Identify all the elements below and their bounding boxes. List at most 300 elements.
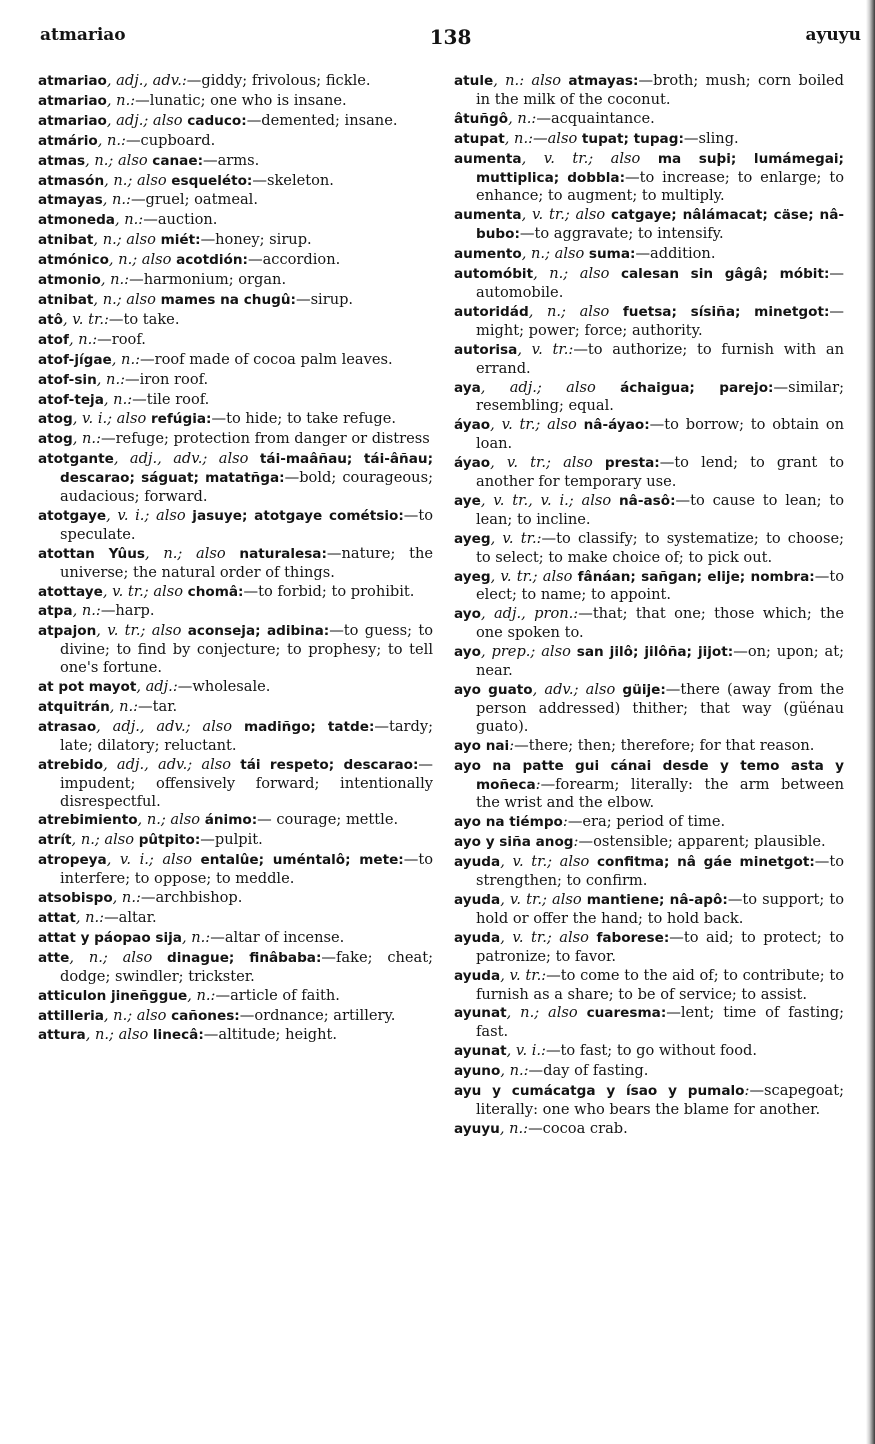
dictionary-entry xyxy=(38,112,433,131)
dictionary-entry xyxy=(454,605,844,642)
entry-headword: ayunat xyxy=(454,1043,507,1060)
entry-part-of-speech: , adj.; also xyxy=(480,378,596,396)
dictionary-entry xyxy=(454,891,844,928)
entry-headword: ayuyu xyxy=(454,1120,500,1137)
entry-part-of-speech: , v. tr.; also xyxy=(490,567,573,585)
entry-synonyms: naturalesa: xyxy=(239,545,327,562)
entry-definition: —scapegoat; literally: one who bears the blame for another. xyxy=(476,1082,844,1118)
dictionary-entry xyxy=(454,265,844,302)
entry-headword: atog xyxy=(38,411,73,428)
dictionary-entry xyxy=(454,1062,844,1081)
dictionary-entry xyxy=(38,545,433,582)
entry-part-of-speech: , prep.; also xyxy=(480,643,571,661)
entry-synonyms: tupat; tupag: xyxy=(581,130,684,147)
entry-part-of-speech: , n.; also xyxy=(69,948,153,966)
entry-headword: atof-teja xyxy=(38,391,104,408)
entry-part-of-speech: , adj.: xyxy=(136,678,178,696)
entry-definition: —article of faith. xyxy=(215,986,340,1004)
entry-part-of-speech: , v. tr.: xyxy=(490,529,542,547)
entry-synonyms: dinague; finâbaba: xyxy=(167,949,322,966)
entry-headword: atof-sin xyxy=(38,371,97,388)
dictionary-entry xyxy=(38,602,433,621)
entry-headword: âtuñgô xyxy=(454,110,509,127)
entry-headword: atog xyxy=(38,431,73,448)
dictionary-entry xyxy=(454,757,844,813)
entry-definition: —skeleton. xyxy=(252,171,334,189)
entry-definition: —acquaintance. xyxy=(536,109,655,127)
entry-headword: atô xyxy=(38,311,64,328)
entry-synonyms: catgaye; nâlámacat; cäse; nâ-bubo: xyxy=(476,207,845,243)
entry-definition: —to fast; to go without food. xyxy=(545,1042,757,1060)
entry-headword: ayuno xyxy=(454,1063,501,1080)
dictionary-entry xyxy=(38,172,433,191)
entry-synonyms: atmayas: xyxy=(568,73,639,89)
dictionary-entry xyxy=(38,92,433,111)
entry-part-of-speech: , n.; also xyxy=(85,1026,149,1044)
entry-part-of-speech: , n.: xyxy=(109,698,139,715)
entry-synonyms: esqueléto: xyxy=(171,172,253,189)
entry-headword: atof xyxy=(38,331,69,348)
entry-definition: —harp. xyxy=(100,602,155,620)
entry-definition: —lunatic; one who is insane. xyxy=(135,91,347,109)
dictionary-entry xyxy=(38,371,433,390)
entry-synonyms: calesan sin gâgâ; móbit: xyxy=(620,266,830,283)
dictionary-entry xyxy=(38,211,433,230)
entry-synonyms: canae: xyxy=(152,152,204,169)
dictionary-entry xyxy=(454,492,844,529)
dictionary-entry xyxy=(38,851,433,888)
entry-definition: —to aggravate; to intensify. xyxy=(519,225,724,243)
entry-synonyms: linecâ: xyxy=(152,1027,204,1044)
entry-headword: atmayas xyxy=(38,192,103,209)
page-edge-shadow xyxy=(866,0,875,1444)
entry-definition: —harmonium; organ. xyxy=(129,271,287,289)
entry-headword: ayu y cumácatga y ísao y pumalo xyxy=(454,1083,745,1100)
dictionary-entry xyxy=(454,929,844,966)
dictionary-entry xyxy=(38,191,433,210)
entry-definition: —accordion. xyxy=(248,251,341,269)
entry-headword: atpajon xyxy=(38,623,97,640)
entry-part-of-speech: , adv.; also xyxy=(532,681,616,698)
entry-headword: aumenta xyxy=(454,207,522,224)
entry-headword: ayunat xyxy=(454,1005,507,1022)
entry-headword: atmário xyxy=(38,132,98,149)
entry-headword: atrebimiento xyxy=(38,812,138,829)
entry-definition: —that; that one; those which; the one spoken to. xyxy=(476,605,844,642)
dictionary-entry xyxy=(38,132,433,151)
entry-headword: atticulon jineñggue xyxy=(38,987,188,1004)
dictionary-entry xyxy=(38,291,433,310)
entry-part-of-speech: , adj.; also xyxy=(106,111,183,129)
entry-part-of-speech: , v. tr.; also xyxy=(521,206,606,224)
entry-headword: ayuda xyxy=(454,891,501,908)
entry-definition: —to hide; to take refuge. xyxy=(211,410,396,428)
entry-synonyms: fânáan; sañgan; elije; nombra: xyxy=(577,568,815,585)
dictionary-entry xyxy=(454,967,844,1004)
entry-synonyms: áchaigua; parejo: xyxy=(620,379,774,396)
entry-definition: —on; upon; at; near. xyxy=(476,643,844,680)
dictionary-entry xyxy=(454,379,844,416)
entry-headword: atmariao xyxy=(38,112,107,129)
entry-synonyms: madiñgo; tatde: xyxy=(243,718,375,735)
entry-definition: —forearm; literally: the arm between the wrist and the elbow. xyxy=(476,775,844,812)
dictionary-entry xyxy=(38,831,433,850)
entry-definition: —sirup. xyxy=(295,290,354,308)
entry-part-of-speech: , n.; also xyxy=(521,245,585,263)
entry-headword: atmariao xyxy=(38,92,107,109)
entry-headword: atmasón xyxy=(38,172,105,189)
entry-headword: atte xyxy=(38,949,70,966)
entry-definition: —wholesale. xyxy=(177,678,271,696)
entry-headword: ayeg xyxy=(454,530,491,547)
entry-synonyms: refúgia: xyxy=(150,411,212,428)
entry-part-of-speech: , v. tr.: xyxy=(500,966,547,984)
entry-part-of-speech: , n.; also xyxy=(85,151,148,169)
entry-synonyms: güije: xyxy=(622,682,666,698)
dictionary-columns xyxy=(38,72,844,1140)
dictionary-entry xyxy=(38,271,433,290)
entry-part-of-speech: , adj., adv.: xyxy=(106,72,187,89)
dictionary-entry xyxy=(38,1007,433,1026)
entry-synonyms: nâ-asô: xyxy=(618,492,676,509)
entry-headword: ayo nai xyxy=(454,737,510,754)
entry-part-of-speech: , v. tr.; also xyxy=(521,149,641,167)
entry-synonyms: suma: xyxy=(588,246,636,263)
entry-headword: atrebido xyxy=(38,756,104,773)
entry-definition: —to classify; to systematize; to choose; to select; to make choice of; to pick out. xyxy=(476,529,844,566)
entry-part-of-speech: , v. tr.; also xyxy=(500,890,582,908)
entry-synonyms: faborese: xyxy=(596,929,670,946)
entry-definition: —tile roof. xyxy=(132,390,210,408)
entry-headword: ayuda xyxy=(454,929,501,946)
entry-part-of-speech: , n.: xyxy=(103,390,133,408)
entry-part-of-speech: , v. tr.; also xyxy=(96,622,182,640)
entry-synonyms: tái-maâñau; tái-âñau; descarao; ságuat; matatñga: xyxy=(60,451,434,487)
right-column xyxy=(454,72,844,1140)
entry-headword: atotgaye xyxy=(38,507,107,524)
entry-definition: —to authorize; to furnish with an errand. xyxy=(476,340,844,377)
dictionary-entry xyxy=(38,909,433,928)
dictionary-entry xyxy=(38,698,433,717)
header-last-word: ayuyu xyxy=(805,25,861,45)
header-first-word: atmariao xyxy=(40,25,126,45)
entry-headword: ayo xyxy=(454,606,481,623)
entry-headword: aya xyxy=(454,379,481,396)
left-column xyxy=(38,72,433,1140)
entry-headword: áyao xyxy=(454,417,491,434)
entry-headword: atnibat xyxy=(38,291,94,308)
entry-synonyms: cañones: xyxy=(171,1007,240,1024)
entry-definition: —auction. xyxy=(143,211,218,229)
entry-part-of-speech: , n.: xyxy=(114,211,144,229)
dictionary-entry xyxy=(38,583,433,602)
entry-part-of-speech: , v. tr.; also xyxy=(490,416,577,434)
entry-definition: —similar; resembling; equal. xyxy=(476,378,845,415)
dictionary-entry xyxy=(38,756,433,811)
running-header xyxy=(40,25,861,55)
entry-part-of-speech: , n.: xyxy=(100,271,130,289)
entry-part-of-speech: , n.: xyxy=(106,91,136,109)
dictionary-entry xyxy=(38,949,433,986)
entry-part-of-speech: , n.; also xyxy=(104,171,167,189)
entry-headword: at pot mayot xyxy=(38,679,137,696)
entry-synonyms: chomâ: xyxy=(187,583,244,600)
dictionary-entry xyxy=(454,454,844,491)
dictionary-entry xyxy=(454,1120,844,1139)
entry-definition: —to speculate. xyxy=(60,506,434,543)
entry-definition: —lent; time of fasting; fast. xyxy=(476,1004,844,1041)
entry-part-of-speech: : xyxy=(509,736,515,754)
entry-part-of-speech: , v. i.; also xyxy=(72,410,147,428)
entry-headword: atmónico xyxy=(38,252,109,269)
entry-definition: —might; power; force; authority. xyxy=(476,302,844,339)
dictionary-entry xyxy=(38,622,433,677)
entry-part-of-speech: , n.: xyxy=(102,191,131,209)
entry-headword: ayuda xyxy=(454,854,501,871)
entry-headword: atotgante xyxy=(38,451,114,468)
dictionary-entry xyxy=(38,311,433,330)
entry-part-of-speech: , v. tr.; also xyxy=(500,928,589,946)
entry-headword: atmoneda xyxy=(38,212,115,229)
entry-part-of-speech: , n.: xyxy=(499,1119,529,1137)
entry-definition: —roof made of cocoa palm leaves. xyxy=(140,350,393,368)
entry-definition: —to increase; to enlarge; to enhance; to augment; to multiply. xyxy=(476,168,845,205)
entry-definition: —cocoa crab. xyxy=(528,1119,628,1137)
entry-definition: —impudent; offensively forward; intentionally disrespectful. xyxy=(60,755,434,810)
entry-synonyms: pûtpito: xyxy=(138,832,201,849)
dictionary-entry xyxy=(454,72,844,109)
entry-headword: atupat xyxy=(454,130,505,147)
entry-headword: aye xyxy=(454,492,481,509)
entry-definition: —automobile. xyxy=(476,265,844,301)
entry-synonyms: jasuye; atotgaye cométsio: xyxy=(192,507,404,524)
entry-part-of-speech: , n.:—also xyxy=(504,129,578,147)
entry-headword: atottan Yûus xyxy=(38,545,145,562)
dictionary-entry xyxy=(454,737,844,756)
entry-headword: attura xyxy=(38,1027,86,1044)
dictionary-entry xyxy=(38,231,433,250)
entry-headword: atrasao xyxy=(38,718,97,735)
entry-definition: —era; period of time. xyxy=(567,813,726,831)
entry-definition: —to elect; to name; to appoint. xyxy=(476,567,844,604)
dictionary-entry xyxy=(454,206,844,244)
entry-part-of-speech: , n.: xyxy=(111,350,141,368)
entry-part-of-speech: , v. i.; also xyxy=(106,506,186,524)
entry-headword: atmas xyxy=(38,152,86,169)
entry-headword: atquitrán xyxy=(38,699,110,715)
dictionary-entry xyxy=(454,813,844,832)
entry-synonyms: miét: xyxy=(160,232,201,249)
entry-definition: —sling. xyxy=(683,129,739,147)
entry-synonyms: presta: xyxy=(604,455,660,472)
entry-part-of-speech: , v. i.; also xyxy=(106,851,192,869)
dictionary-entry xyxy=(454,530,844,567)
entry-headword: atottaye xyxy=(38,583,103,600)
entry-part-of-speech: : xyxy=(573,833,579,851)
entry-headword: atropeya xyxy=(38,852,107,869)
entry-part-of-speech: , n.; also xyxy=(71,831,135,849)
entry-part-of-speech: , n.: xyxy=(97,131,126,149)
entry-headword: attat xyxy=(38,909,76,926)
dictionary-entry xyxy=(38,811,433,830)
entry-definition: —altar of incense. xyxy=(210,928,345,946)
entry-definition: —giddy; frivolous; fickle. xyxy=(186,72,371,89)
entry-definition: —addition. xyxy=(635,245,716,263)
entry-headword: ayo guato xyxy=(454,682,533,698)
entry-definition: —arms. xyxy=(203,151,260,169)
entry-part-of-speech: , n.: xyxy=(181,928,211,946)
entry-definition: —to interfere; to oppose; to meddle. xyxy=(60,851,433,888)
entry-part-of-speech: , v. tr.; also xyxy=(500,853,590,871)
entry-headword: atnibat xyxy=(38,232,94,249)
dictionary-entry xyxy=(38,410,433,429)
entry-definition: —pulpit. xyxy=(200,831,263,849)
entry-headword: atsobispo xyxy=(38,890,113,907)
entry-definition: —there; then; therefore; for that reason. xyxy=(514,736,815,754)
entry-part-of-speech: , n.: xyxy=(75,908,105,926)
entry-part-of-speech: , adj., adv.; also xyxy=(103,755,232,773)
entry-definition: —archbishop. xyxy=(140,889,243,907)
entry-definition: —to take. xyxy=(108,310,180,328)
dictionary-entry xyxy=(454,130,844,149)
entry-part-of-speech: , n.; also xyxy=(93,231,156,249)
entry-headword: automóbit xyxy=(454,266,534,283)
entry-headword: aumento xyxy=(454,246,522,263)
dictionary-entry xyxy=(454,341,844,378)
entry-part-of-speech: , v. tr., v. i.; also xyxy=(480,491,612,509)
entry-part-of-speech: , n.: xyxy=(96,370,125,388)
entry-headword: atof-jígae xyxy=(38,351,112,368)
entry-part-of-speech: , adj., adv.; also xyxy=(96,717,233,735)
entry-definition: —there (away from the person addressed) thither; that way (güénau guato). xyxy=(476,681,845,735)
entry-headword: atpa xyxy=(38,603,73,620)
entry-part-of-speech: , n.; also xyxy=(533,265,610,283)
entry-part-of-speech: , n.; also xyxy=(506,1004,578,1022)
entry-part-of-speech: , n.: xyxy=(68,330,98,348)
dictionary-entry xyxy=(38,450,433,506)
entry-headword: autorisa xyxy=(454,341,518,358)
entry-headword: attat y páopao sija xyxy=(38,929,182,946)
dictionary-entry xyxy=(38,430,433,449)
dictionary-entry xyxy=(454,833,844,852)
dictionary-entry xyxy=(454,568,844,605)
dictionary-entry xyxy=(454,303,844,340)
entry-synonyms: ánimo: xyxy=(204,812,258,829)
dictionary-entry xyxy=(454,853,844,890)
entry-definition: —demented; insane. xyxy=(246,111,398,129)
entry-definition: —to come to the aid of; to contribute; to furnish as a share; to be of service; to assist. xyxy=(476,966,844,1003)
entry-definition: —tar. xyxy=(138,698,178,715)
dictionary-entry xyxy=(38,331,433,350)
dictionary-entry xyxy=(454,1082,844,1119)
entry-part-of-speech: , n.: xyxy=(187,986,216,1004)
entry-part-of-speech: : xyxy=(562,813,568,831)
entry-headword: aumenta xyxy=(454,150,522,167)
entry-headword: áyao xyxy=(454,455,491,472)
entry-part-of-speech: , v. tr.: xyxy=(63,310,109,328)
dictionary-entry xyxy=(38,507,433,544)
entry-synonyms: aconseja; adibina: xyxy=(187,623,330,640)
dictionary-entry xyxy=(38,678,433,697)
entry-part-of-speech: , n.; also xyxy=(93,290,156,308)
entry-definition: —day of fasting. xyxy=(528,1062,649,1080)
entry-part-of-speech: , adj., adv.; also xyxy=(113,450,249,468)
entry-part-of-speech: , n.: xyxy=(508,109,537,127)
entry-definition: —ostensible; apparent; plausible. xyxy=(578,833,826,851)
entry-part-of-speech: , v. tr.: xyxy=(517,340,574,358)
entry-synonyms: cuaresma: xyxy=(586,1005,667,1022)
entry-headword: atule xyxy=(454,73,494,89)
entry-definition: —to aid; to protect; to patronize; to favor. xyxy=(476,928,844,965)
entry-headword: atrít xyxy=(38,832,72,849)
entry-definition: —bold; courageous; audacious; forward. xyxy=(60,469,433,506)
entry-part-of-speech: , n.; also xyxy=(137,811,201,829)
entry-synonyms: mames na chugû: xyxy=(160,291,296,308)
entry-part-of-speech: , n.: xyxy=(500,1062,529,1080)
entry-definition: —honey; sirup. xyxy=(200,231,312,249)
entry-definition: —broth; mush; corn boiled in the milk of the coconut. xyxy=(476,72,844,108)
entry-synonyms: nâ-áyao: xyxy=(583,417,650,434)
entry-headword: attilleria xyxy=(38,1007,104,1024)
dictionary-entry xyxy=(454,110,844,129)
dictionary-entry xyxy=(38,391,433,410)
entry-headword: ayo na patte gui cánai desde y temo asta y moñeca xyxy=(454,757,844,793)
entry-synonyms: caduco: xyxy=(187,112,247,129)
entry-part-of-speech: : xyxy=(744,1082,750,1100)
entry-definition: —altar. xyxy=(104,908,157,926)
dictionary-entry xyxy=(38,72,433,91)
entry-headword: atmariao xyxy=(38,73,107,89)
entry-definition: —to strengthen; to confirm. xyxy=(476,853,845,890)
entry-part-of-speech: , v. tr.; also xyxy=(102,582,183,600)
entry-synonyms: san jilô; jilôña; jijot: xyxy=(576,644,734,661)
entry-synonyms: confitma; nâ gáe minetgot: xyxy=(596,854,815,871)
entry-part-of-speech: , adj., pron.: xyxy=(480,605,579,623)
entry-definition: —gruel; oatmeal. xyxy=(130,191,258,209)
dictionary-entry xyxy=(38,251,433,270)
dictionary-entry xyxy=(38,929,433,948)
entry-part-of-speech: : xyxy=(535,775,541,793)
dictionary-entry xyxy=(454,681,844,736)
entry-definition: —tardy; late; dilatory; reluctant. xyxy=(60,717,434,754)
dictionary-entry xyxy=(454,643,844,680)
entry-synonyms: fuetsa; sísiña; minetgot: xyxy=(622,303,830,320)
dictionary-entry xyxy=(454,1004,844,1041)
entry-definition: —altitude; height. xyxy=(203,1026,338,1044)
entry-headword: ayo xyxy=(454,644,481,661)
entry-definition: —to lend; to grant to another for temporary use. xyxy=(476,454,844,491)
dictionary-entry xyxy=(38,152,433,171)
entry-part-of-speech: , n.: xyxy=(112,889,141,907)
entry-part-of-speech: , n.: xyxy=(72,430,101,448)
entry-synonyms: tái respeto; descarao: xyxy=(240,756,419,773)
entry-definition: —ordnance; artillery. xyxy=(239,1006,396,1024)
entry-definition: —to guess; to divine; to find by conjecture; to prophesy; to tell one's fortune. xyxy=(60,622,433,677)
dictionary-entry xyxy=(454,150,844,206)
entry-headword: autoridád xyxy=(454,303,529,320)
entry-headword: ayuda xyxy=(454,967,501,984)
entry-definition: —iron roof. xyxy=(125,370,209,388)
entry-definition: —to support; to hold or offer the hand; to hold back. xyxy=(476,890,844,927)
entry-definition: —cupboard. xyxy=(125,131,216,149)
entry-part-of-speech: , n.; also xyxy=(108,251,172,269)
dictionary-entry xyxy=(38,889,433,908)
entry-definition: —to borrow; to obtain on loan. xyxy=(476,416,845,453)
dictionary-entry xyxy=(454,245,844,264)
dictionary-entry xyxy=(454,416,844,453)
entry-part-of-speech: , n.; also xyxy=(528,302,610,320)
dictionary-entry xyxy=(38,351,433,370)
